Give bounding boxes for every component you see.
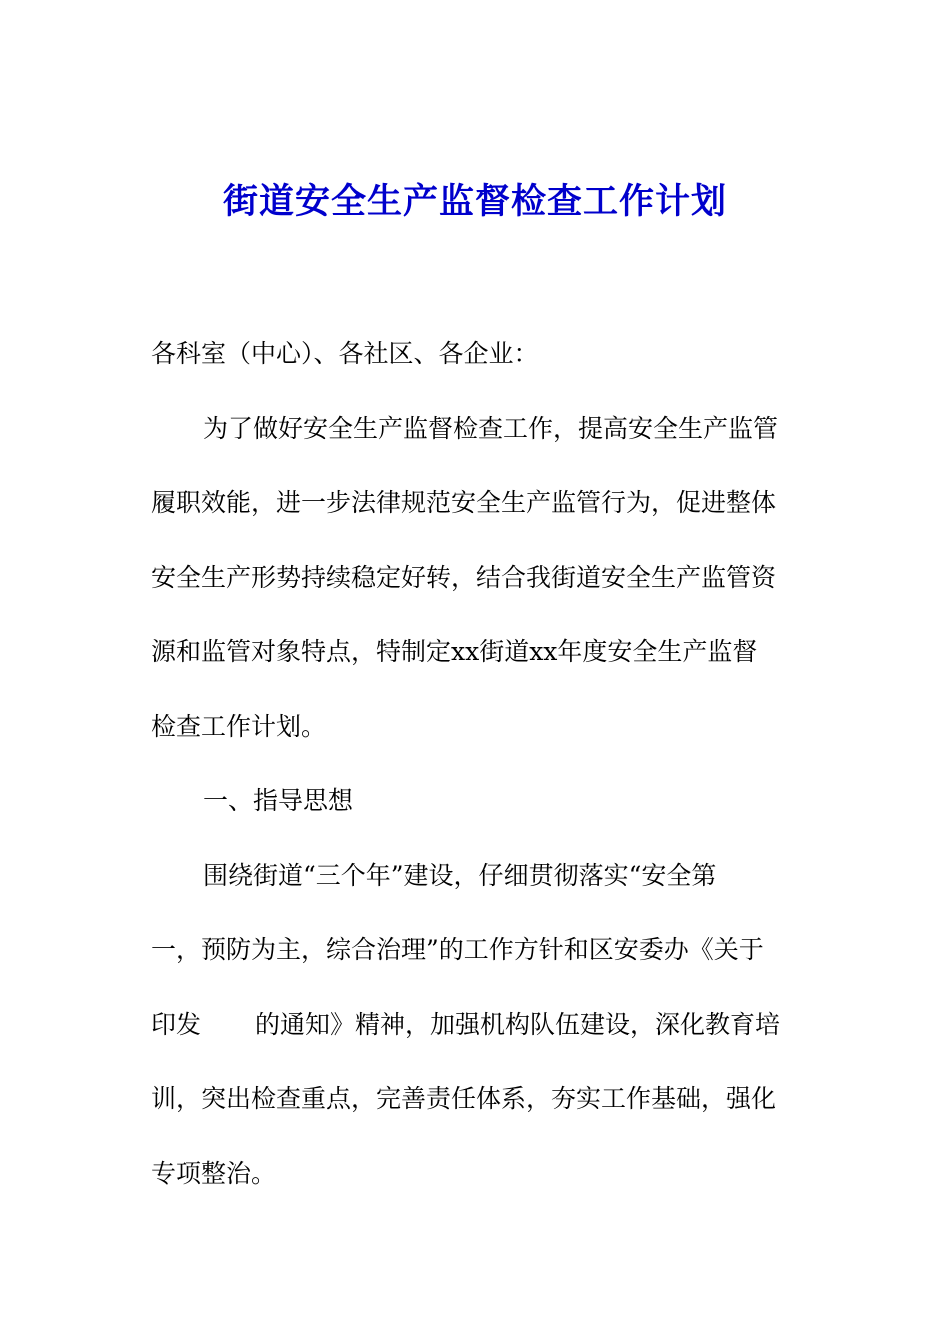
salutation: 各科室（中心）、各社区、各企业： (151, 339, 539, 368)
paragraph-2-line: 专项整治。 (151, 1158, 277, 1188)
paragraph-2-line: 一，预防为主，综合治理”的工作方针和区安委办《关于 (151, 935, 764, 964)
paragraph-2-line: 训，突出检查重点，完善责任体系，夯实工作基础，强化 (151, 1084, 777, 1113)
section-heading-guiding-ideology: 一、指导思想 (203, 786, 354, 815)
paragraph-2-fragment: 的通知》精神，加强机构队伍建设，深化教育培 (255, 1009, 781, 1039)
paragraph-2-line: 围绕街道“三个年”建设，仔细贯彻落实“安全第 (203, 860, 717, 890)
paragraph-1-line: 检查工作计划。 (151, 711, 327, 741)
document-title: 街道安全生产监督检查工作计划 (222, 181, 727, 222)
paragraph-2-fragment: 印发 (151, 1009, 202, 1039)
paragraph-1-line: 源和监管对象特点，特制定xx街道xx年度安全生产监督 (151, 637, 758, 666)
paragraph-2-line (151, 1002, 791, 1077)
paragraph-1-line: 履职效能，进一步法律规范安全生产监管行为，促进整体 (151, 488, 777, 517)
document-body (151, 331, 791, 1225)
paragraph-1-line: 为了做好安全生产监督检查工作，提高安全生产监管 (203, 413, 779, 443)
paragraph-1-line: 安全生产形势持续稳定好转，结合我街道安全生产监管资 (151, 562, 777, 592)
